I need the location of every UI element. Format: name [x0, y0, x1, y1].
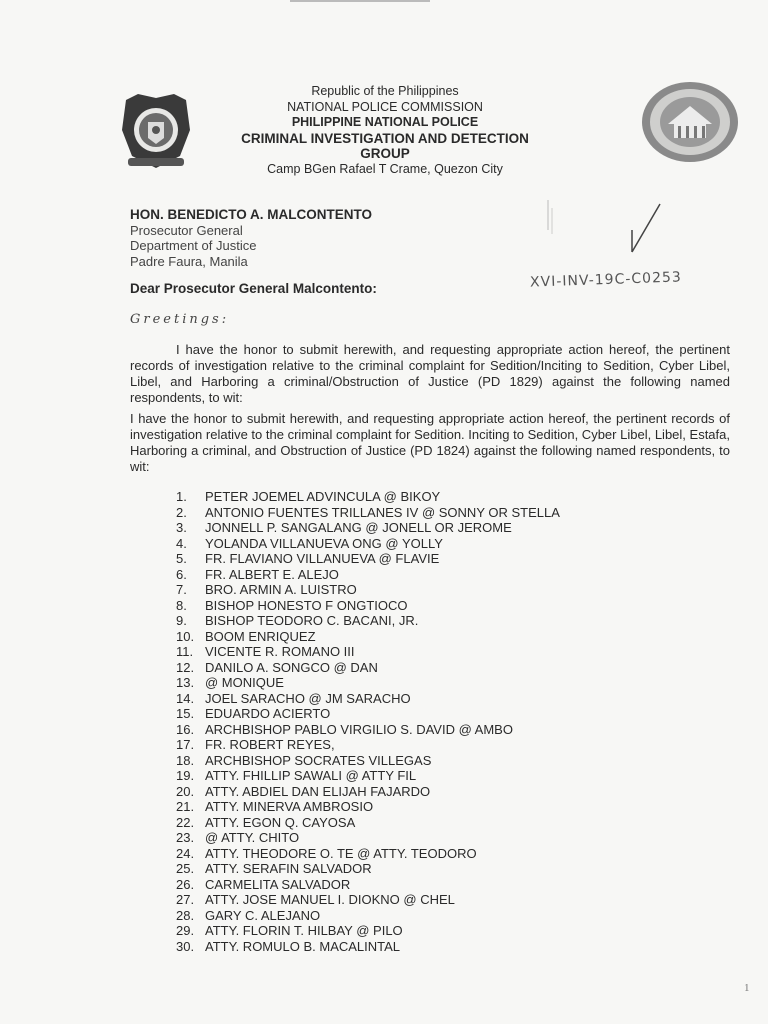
list-item: [176, 908, 560, 924]
respondent-name: ATTY. ABDIEL DAN ELIJAH FAJARDO: [205, 783, 431, 799]
list-item: [176, 551, 560, 567]
respondent-number: 28.: [176, 907, 195, 923]
respondent-name: ATTY. JOSE MANUEL I. DIOKNO @ CHEL: [205, 892, 455, 907]
list-item: [176, 892, 560, 908]
respondent-name: @ MONIQUE: [205, 675, 284, 690]
cidg-seal-icon: [640, 80, 740, 164]
list-item: [176, 536, 560, 552]
respondent-name: EDUARDO ACIERTO: [205, 706, 331, 721]
list-item: [176, 939, 560, 955]
respondent-name: FR. ROBERT REYES,: [205, 737, 335, 752]
respondent-name: BOOM ENRIQUEZ: [205, 628, 316, 644]
list-item: [176, 753, 560, 769]
respondent-number: 24.: [176, 845, 195, 861]
list-item: [176, 830, 560, 846]
salutation: Dear Prosecutor General Malcontento:: [130, 281, 377, 296]
respondent-number: 6.: [176, 566, 187, 582]
letterhead-cidg: CRIMINAL INVESTIGATION AND DETECTION GROUP: [241, 130, 529, 161]
respondent-number: 21.: [176, 799, 195, 814]
respondent-number: 5.: [176, 551, 187, 566]
list-item: [176, 923, 560, 939]
respondent-name: GARY C. ALEJANO: [205, 907, 321, 923]
list-item: [176, 722, 560, 738]
respondent-number: 13.: [176, 675, 195, 690]
list-item: [176, 567, 560, 583]
respondent-number: 27.: [176, 892, 195, 907]
page-number: 1: [744, 982, 750, 994]
respondent-number: 12.: [176, 659, 195, 675]
letterhead-napolcom: NATIONAL POLICE COMMISSION: [287, 99, 483, 114]
respondent-number: 22.: [176, 814, 195, 830]
respondent-name: ARCHBISHOP SOCRATES VILLEGAS: [205, 752, 432, 768]
list-item: [176, 489, 560, 505]
respondent-number: 17.: [176, 737, 195, 752]
respondent-number: 7.: [176, 582, 187, 597]
respondent-number: 19.: [176, 768, 195, 783]
respondent-name: @ ATTY. CHITO: [205, 830, 300, 845]
respondents-list: [176, 489, 560, 954]
list-item: [176, 505, 560, 521]
letterhead: [220, 84, 550, 177]
respondent-number: 10.: [176, 628, 195, 644]
list-item: [176, 877, 560, 893]
list-item: [176, 613, 560, 629]
letterhead-pnp: PHILIPPINE NATIONAL POLICE: [291, 115, 479, 129]
letterhead-address: Camp BGen Rafael T Crame, Quezon City: [267, 161, 503, 176]
respondent-name: PETER JOEMEL ADVINCULA @ BIKOY: [205, 489, 441, 504]
letterhead-republic: Republic of the Philippines: [311, 84, 459, 98]
handwritten-reference: XVI-INV-19C-C0253: [529, 269, 683, 291]
list-item: [176, 861, 560, 877]
list-item: [176, 598, 560, 614]
respondent-number: 4.: [176, 535, 187, 551]
addressee-name: HON. BENEDICTO A. MALCONTENTO: [130, 207, 373, 222]
respondent-name: ATTY. FHILLIP SAWALI @ ATTY FIL: [205, 768, 417, 783]
list-item: [176, 768, 560, 784]
respondent-number: 9.: [176, 613, 187, 628]
respondent-number: 20.: [176, 783, 195, 799]
list-item: [176, 846, 560, 862]
respondent-name: ANTONIO FUENTES TRILLANES IV @ SONNY OR STELLA: [205, 504, 560, 520]
respondent-name: BISHOP TEODORO C. BACANI, JR.: [205, 613, 419, 628]
scan-edge-line: [290, 0, 430, 2]
respondent-name: VICENTE R. ROMANO III: [205, 644, 355, 659]
respondent-name: YOLANDA VILLANUEVA ONG @ YOLLY: [205, 535, 443, 551]
respondent-number: 14.: [176, 690, 195, 706]
respondent-name: ATTY. SERAFIN SALVADOR: [205, 861, 372, 876]
respondent-name: BRO. ARMIN A. LUISTRO: [205, 582, 357, 597]
handwritten-marks: [540, 190, 680, 270]
addressee-office: Department of Justice: [130, 238, 257, 253]
respondent-number: 29.: [176, 923, 195, 938]
respondent-name: ATTY. FLORIN T. HILBAY @ PILO: [205, 923, 403, 938]
respondent-number: 15.: [176, 706, 195, 721]
body-paragraph-1: I have the honor to submit herewith, and requesting appropriate action hereof, the pertinent records of investigation relative to the criminal complaint for Sedition/Inciting to Sedition, Cyber Libel, Libel, and Harboring a criminal/Obstruction of Justice (PD 1829) against the following named respondents, to wit:: [130, 342, 730, 405]
list-item: [176, 582, 560, 598]
respondent-name: JOEL SARACHO @ JM SARACHO: [205, 690, 411, 706]
respondent-number: 3.: [176, 520, 187, 535]
respondent-number: 25.: [176, 861, 195, 876]
list-item: [176, 815, 560, 831]
list-item: [176, 520, 560, 536]
respondent-name: ATTY. MINERVA AMBROSIO: [205, 799, 374, 814]
addressee-block: [130, 207, 372, 269]
respondent-number: 16.: [176, 721, 195, 737]
respondent-number: 8.: [176, 597, 187, 613]
pnp-badge-icon: [118, 90, 194, 170]
respondent-number: 1.: [176, 489, 187, 504]
respondent-name: JONNELL P. SANGALANG @ JONELL OR JEROME: [205, 520, 512, 535]
body-paragraph-2: I have the honor to submit herewith, and requesting appropriate action hereof, the pertinent records of investigation relative to the criminal complaint for Sedition. Inciting to Sedition, Cyber Libel, Libel, Estafa, Harboring a criminal, and Obstruction of Justice (PD 1824) against the following named respondents, to wit:: [130, 411, 730, 474]
respondent-number: 18.: [176, 752, 195, 768]
list-item: [176, 644, 560, 660]
respondent-name: FR. ALBERT E. ALEJO: [205, 566, 339, 582]
list-item: [176, 629, 560, 645]
respondent-name: CARMELITA SALVADOR: [205, 876, 351, 892]
respondent-number: 11.: [176, 644, 194, 659]
respondent-number: 2.: [176, 504, 187, 520]
list-item: [176, 799, 560, 815]
addressee-title: Prosecutor General: [130, 222, 243, 238]
respondent-name: BISHOP HONESTO F ONGTIOCO: [205, 597, 408, 613]
list-item: [176, 737, 560, 753]
list-item: [176, 675, 560, 691]
respondent-number: 23.: [176, 830, 195, 845]
respondent-number: 30.: [176, 938, 195, 954]
list-item: [176, 691, 560, 707]
list-item: [176, 784, 560, 800]
respondent-number: 26.: [176, 876, 195, 892]
list-item: [176, 706, 560, 722]
respondent-name: ARCHBISHOP PABLO VIRGILIO S. DAVID @ AMBO: [205, 721, 513, 737]
addressee-address: Padre Faura, Manila: [130, 253, 248, 269]
respondent-name: DANILO A. SONGCO @ DAN: [205, 659, 378, 675]
greetings: Greetings:: [130, 312, 230, 327]
list-item: [176, 660, 560, 676]
respondent-name: ATTY. EGON Q. CAYOSA: [205, 814, 356, 830]
respondent-name: ATTY. THEODORE O. TE @ ATTY. TEODORO: [205, 845, 477, 861]
respondent-name: FR. FLAVIANO VILLANUEVA @ FLAVIE: [205, 551, 440, 566]
respondent-name: ATTY. ROMULO B. MACALINTAL: [205, 938, 401, 954]
